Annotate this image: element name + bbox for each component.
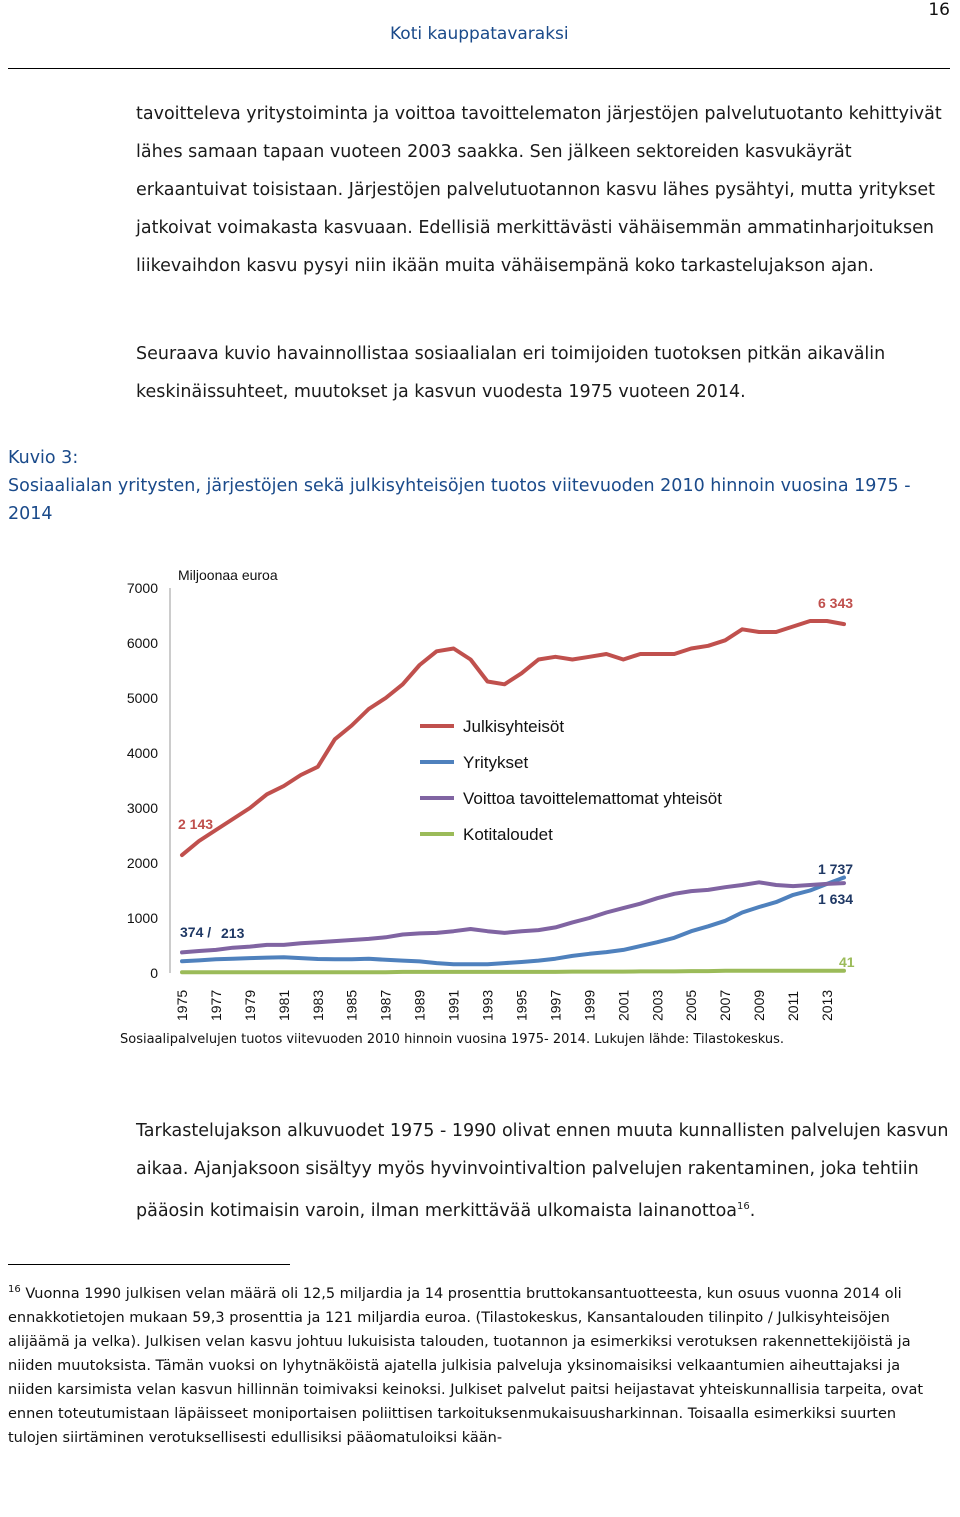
x-tick-label: 1989 [411,989,428,1021]
data-label: 374 / [180,924,212,940]
legend-label: Voittoa tavoittelemattomat yhteisöt [463,789,722,808]
y-tick-label: 4000 [126,745,158,761]
legend-label: Yritykset [463,753,529,772]
x-tick-label: 1985 [343,989,360,1021]
series-line [182,621,844,855]
footnote-text: Vuonna 1990 julkisen velan määrä oli 12,5 miljardia ja 14 prosenttia bruttokansantuotteesta, kun osuus vuonna 2014 oli ennakkotietojen mukaan 59,3 prosenttia ja 121 miljardia euroa. (Tilastokeskus, Kansantalouden tilinpito / Julkisyhteisöjen alijäämä ja velka). Julkisen velan kasvu johtuu lukuisista talouden, tuotannon ja esimerkiksi verotuksen rakennettekijöistä ja niiden muutoksista. Tämän vuoksi on lyhytnäköistä ajatella julkisia palveluja yksinomaisiksi velkaantumien aiheuttajaksi ja niiden karsimista velan kasvun hillinnän toimivaksi keinoksi. Julkiset palvelut paitsi heijastavat yhteiskunnallisia tarpeita, ovat ennen toteutumistaan läpäisseet moniportaisen poliittisen tarkoituksenmukaisuusharkinnan. Toisaalla esimerkiksi suurten tulojen siirtäminen verotuksellisesti edullisiksi pääomatuloiksi kään- [8,1285,924,1446]
figure-label: Kuvio 3: [8,448,79,468]
y-tick-label: 7000 [126,580,158,596]
header-rule [8,68,950,69]
y-tick-label: 5000 [126,690,158,706]
data-label: 213 [221,925,245,941]
data-label: 41 [839,954,855,970]
x-tick-label: 2009 [751,989,768,1021]
footnote-number: 16 [8,1284,21,1295]
x-tick-label: 1977 [207,989,224,1021]
body-paragraph-2: Seuraava kuvio havainnollistaa sosiaalialan eri toimijoiden tuotoksen pitkän aikavälin keskinäissuhteet, muutokset ja kasvun vuodesta 1975 vuoteen 2014. [136,344,886,402]
data-label: 2 143 [178,816,214,832]
legend-label: Julkisyhteisöt [463,717,565,736]
x-tick-label: 2007 [717,989,734,1021]
footnote [8,1278,948,1450]
body-paragraph-3-text: Tarkastelujakson alkuvuodet 1975 - 1990 olivat ennen muuta kunnallisten palvelujen kasvun aikaa. Ajanjaksoon sisältyy myös hyvinvointivaltion palvelujen rakentaminen, joka tehtiin pääosin kotimaisin varoin, ilman merkittävää ulkomaista lainanottoa [136,1121,949,1221]
footnote-rule [8,1264,290,1265]
x-tick-label: 1987 [377,989,394,1021]
x-tick-label: 1975 [174,989,190,1021]
x-tick-label: 1999 [581,989,598,1021]
x-tick-label: 1997 [547,989,564,1021]
series-line [182,882,844,952]
y-tick-label: 3000 [126,800,158,816]
chart-source-note: Sosiaalipalvelujen tuotos viitevuoden 2010 hinnoin vuosina 1975- 2014. Lukujen lähde: Tilastokeskus. [120,1032,785,1047]
x-tick-label: 1995 [513,989,530,1021]
x-tick-label: 2005 [683,989,700,1021]
y-tick-label: 1000 [126,910,158,926]
x-tick-label: 1983 [309,989,326,1021]
data-label: 1 737 [818,861,854,877]
figure-title: Sosiaalialan yritysten, järjestöjen sekä julkisyhteisöjen tuotos viitevuoden 2010 hinnoin vuosina 1975 - 2014 [8,476,911,524]
page-number: 16 [928,0,950,20]
x-tick-label: 2003 [649,989,666,1021]
y-tick-label: 2000 [126,855,158,871]
x-tick-label: 2011 [785,990,802,1021]
series-line [182,971,844,973]
figure-caption [8,444,948,528]
data-label: 6 343 [818,595,854,611]
x-tick-label: 2001 [615,989,632,1021]
line-chart [0,555,960,1025]
x-tick-label: 1993 [479,989,496,1021]
body-paragraph-3 [136,1112,951,1230]
x-tick-label: 1991 [445,989,462,1021]
running-header: Koti kauppatavaraksi [390,24,569,44]
y-tick-label: 0 [150,965,158,981]
body-paragraph-3-end: . [749,1200,756,1221]
legend-label: Kotitaloudet [463,825,553,844]
series-line [182,878,844,965]
x-tick-label: 1979 [241,989,258,1021]
y-axis-label: Miljoonaa euroa [178,567,278,583]
x-tick-label: 2013 [819,989,836,1021]
x-tick-label: 1981 [275,989,292,1021]
body-paragraph-1: tavoitteleva yritystoiminta ja voittoa tavoittelematon järjestöjen palvelutuotanto kehittyivät lähes samaan tapaan vuoteen 2003 saakka. Sen jälkeen sektoreiden kasvukäyrät erkaantuivat toisistaan. Järjestöjen palvelutuotannon kasvu lähes pysähtyi, mutta yritykset jatkoivat voimakasta kasvuaan. Edellisiä merkittävästi vähäisemmän ammatinharjoituksen liikevaihdon kasvu pysyi niin ikään muita vähäisempänä koko tarkastelujakson ajan. [136,104,942,276]
footnote-reference[interactable]: 16 [737,1201,750,1212]
data-label: 1 634 [818,891,854,907]
y-tick-label: 6000 [126,635,158,651]
